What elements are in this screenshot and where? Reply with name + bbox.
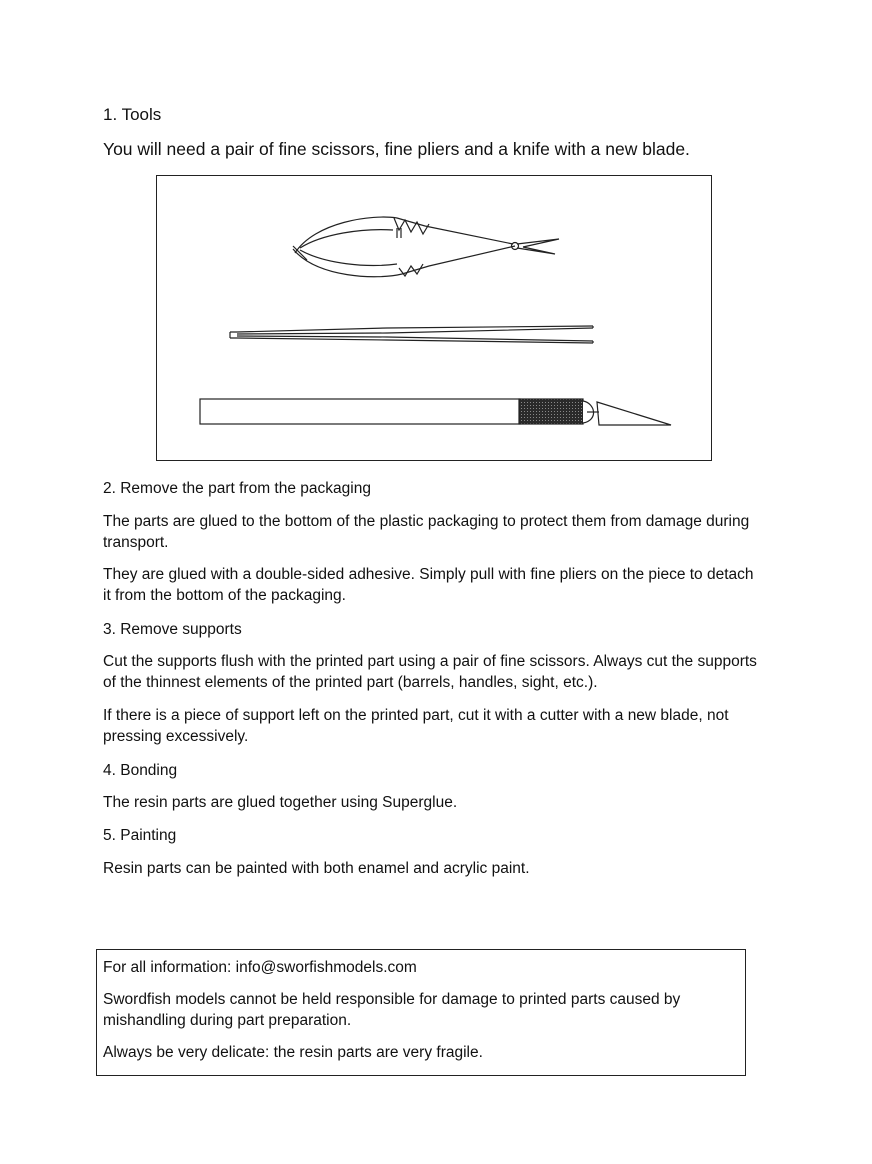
contact-info: For all information: info@sworfishmodels.com	[103, 959, 417, 976]
section-heading-painting: 5. Painting	[103, 827, 177, 844]
tools-intro: You will need a pair of fine scissors, fine pliers and a knife with a new blade.	[103, 139, 690, 159]
knife-icon	[200, 399, 671, 425]
pliers-icon	[230, 326, 593, 343]
scissors-icon	[293, 217, 559, 277]
remove-part-para-2: They are glued with a double-sided adhesive. Simply pull with fine pliers on the piece to detach it from the bottom of the packaging.	[103, 566, 754, 604]
disclaimer: Swordfish models cannot be held responsible for damage to printed parts caused by mishandling during part preparation.	[103, 991, 681, 1029]
remove-supports-para-1: Cut the supports flush with the printed part using a pair of fine scissors. Always cut the supports of the thinnest elements of the printed part (barrels, handles, sight, etc.).	[103, 653, 757, 691]
section-heading-tools: 1. Tools	[103, 105, 162, 124]
painting-para: Resin parts can be painted with both enamel and acrylic paint.	[103, 860, 530, 877]
remove-part-para-1: The parts are glued to the bottom of the plastic packaging to protect them from damage during transport.	[103, 513, 750, 551]
fragility-warning: Always be very delicate: the resin parts are very fragile.	[103, 1044, 483, 1061]
tools-figure	[156, 175, 712, 461]
remove-supports-para-2: If there is a piece of support left on the printed part, cut it with a cutter with a new blade, not pressing excessively.	[103, 707, 729, 745]
section-heading-remove-part: 2. Remove the part from the packaging	[103, 480, 371, 497]
bonding-para: The resin parts are glued together using Superglue.	[103, 794, 458, 811]
section-heading-remove-supports: 3. Remove supports	[103, 621, 242, 638]
info-box	[96, 949, 746, 1076]
section-heading-bonding: 4. Bonding	[103, 762, 178, 779]
